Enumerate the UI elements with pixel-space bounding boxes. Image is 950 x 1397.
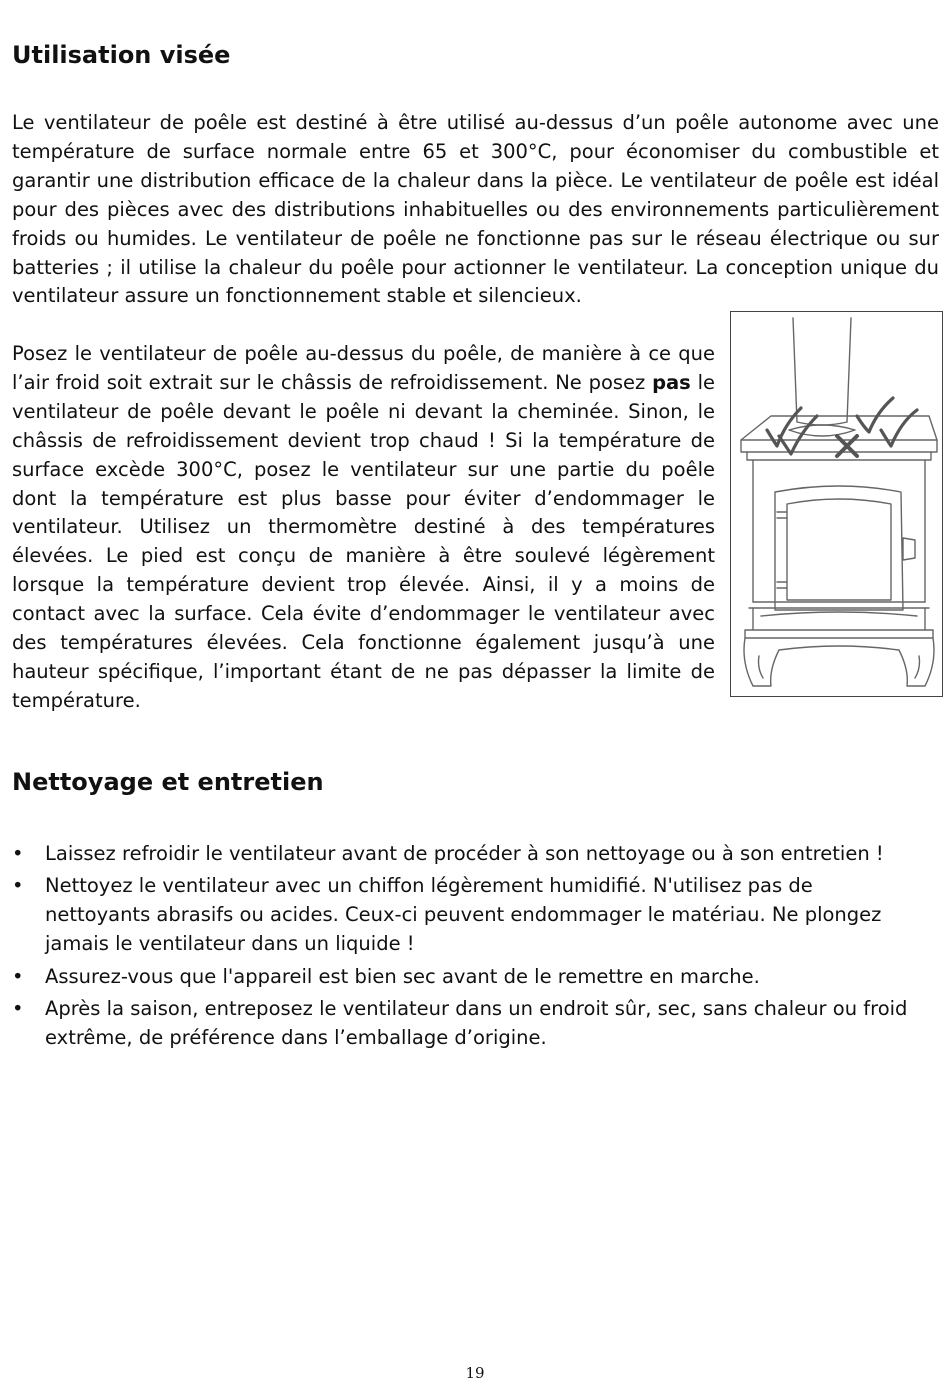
para2-text-after: le ventilateur de poêle devant le poêle ni devant la cheminée. Sinon, le châssis de refroidissement devient trop chaud ! Si la température de surface excède 300°C, posez le ventilateur sur une partie du poêle dont la température est plus basse pour éviter d’endommager le ventilateur. Utilisez un thermomètre destiné à des températures élevées. Le pied est conçu de manière à être soulevé légèrement lorsque la température devient trop élevée. Ainsi, il y a moins de contact avec la surface. Cela évite d’endommager le ventilateur avec des températures élevées. Cela fonctionne également jusqu’à une hauteur spécifique, l’important étant de ne pas dépasser la limite de température. [12, 370, 715, 712]
list-item [12, 963, 912, 992]
para2-text-before: Posez le ventilateur de poêle au-dessus du poêle, de manière à ce que l’air froid soit extrait sur le châssis de refroidissement. Ne posez [12, 342, 715, 394]
bullet-icon: • [12, 874, 24, 898]
list-item [12, 995, 912, 1053]
section-title-cleaning: Nettoyage et entretien [12, 768, 324, 796]
list-item-text: Après la saison, entreposez le ventilateur dans un endroit sûr, sec, sans chaleur ou froid extrême, de préférence dans l’emballage d’origine. [45, 997, 908, 1049]
list-item-text: Assurez-vous que l'appareil est bien sec avant de le remettre en marche. [45, 964, 760, 988]
bullet-icon: • [12, 842, 24, 865]
para2-bold-word: pas [652, 370, 691, 394]
list-item [12, 840, 912, 869]
bullet-icon: • [12, 997, 24, 1021]
cleaning-instructions-list [12, 840, 912, 1056]
section-title-intended-use: Utilisation visée [12, 41, 231, 69]
list-item-text: Laissez refroidir le ventilateur avant de procéder à son nettoyage ou à son entretien ! [45, 842, 884, 865]
intended-use-paragraph-2 [12, 340, 715, 716]
list-item [12, 872, 912, 959]
stove-drawing [731, 312, 942, 696]
intended-use-paragraph-1: Le ventilateur de poêle est destiné à être utilisé au-dessus d’un poêle autonome avec une température de surface normale entre 65 et 300°C, pour économiser du combustible et garantir une distribution efficace de la chaleur dans la pièce. Le ventilateur de poêle est idéal pour des pièces avec des distributions inhabituelles ou des environnements particulièrement froids ou humides. Le ventilateur de poêle ne fonctionne pas sur le réseau électrique ou sur batteries ; il utilise la chaleur du poêle pour actionner le ventilateur. La conception unique du ventilateur assure un fonctionnement stable et silencieux. [12, 111, 939, 308]
stove-placement-illustration [730, 311, 943, 697]
page-number: 19 [465, 1364, 485, 1382]
list-item-text: Nettoyez le ventilateur avec un chiffon légèrement humidifié. N'utilisez pas de nettoyants abrasifs ou acides. Ceux-ci peuvent endommager le matériau. Ne plongez jamais le ventilateur dans un liquide ! [45, 874, 882, 956]
bullet-icon: • [12, 964, 24, 988]
